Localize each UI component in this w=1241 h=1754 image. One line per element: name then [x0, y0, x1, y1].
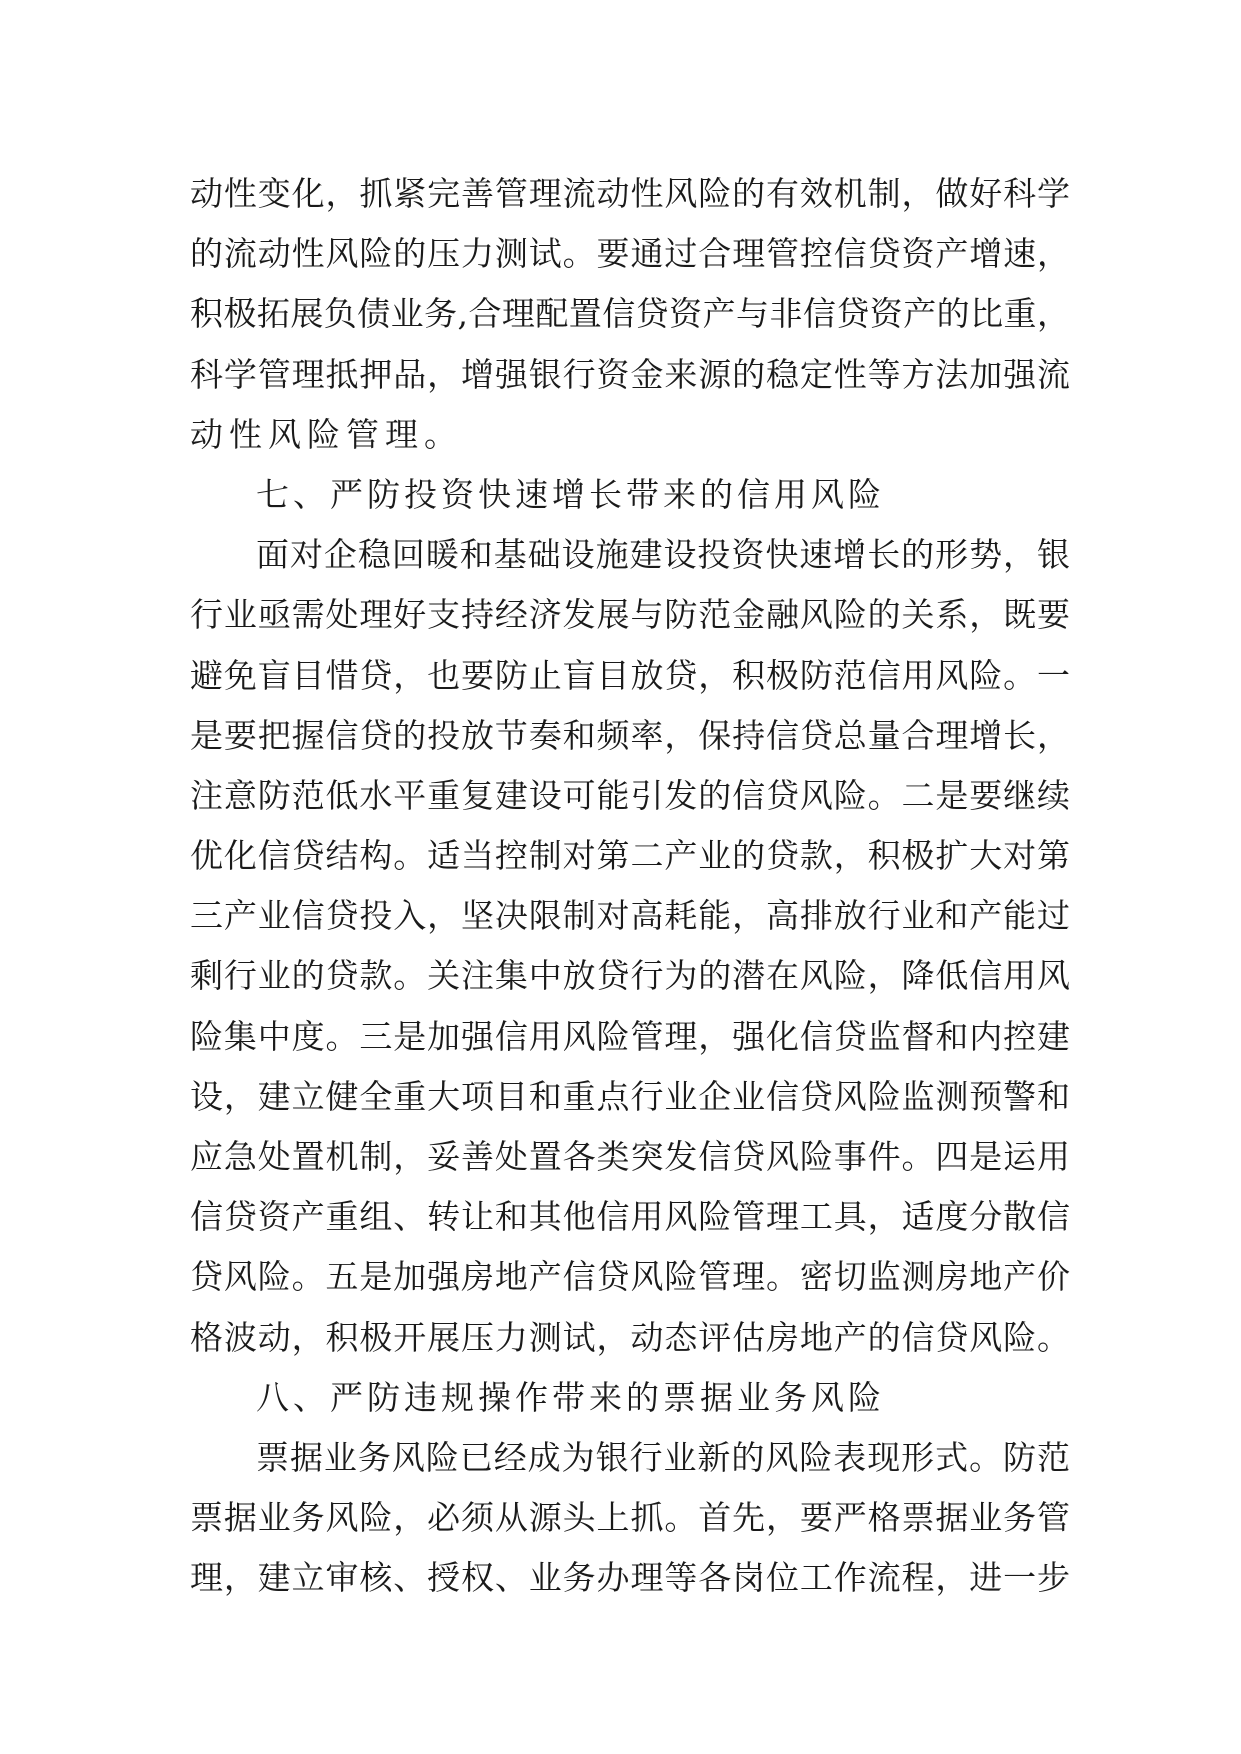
text-line: 剩行业的贷款。关注集中放贷行为的潜在风险，降低信用风: [190, 956, 1070, 996]
text-line: 是要把握信贷的投放节奏和频率，保持信贷总量合理增长，: [190, 715, 1070, 755]
text-line: 积极拓展负债业务,合理配置信贷资产与非信贷资产的比重，: [190, 294, 1070, 334]
text-line: 动性变化，抓紧完善管理流动性风险的有效机制，做好科学: [190, 174, 1070, 213]
text-line: 理，建立审核、授权、业务办理等各岗位工作流程，进一步: [190, 1558, 1070, 1598]
text-line: 格波动，积极开展压力测试，动态评估房地产的信贷风险。: [190, 1317, 1070, 1357]
text-line: 行业亟需处理好支持经济发展与防范金融风险的关系，既要: [190, 595, 1070, 635]
section-heading-8: 八、严防违规操作带来的票据业务风险: [256, 1377, 885, 1417]
text-line: 设，建立健全重大项目和重点行业企业信贷风险监测预警和: [190, 1076, 1070, 1116]
text-line: 票据业务风险，必须从源头上抓。首先，要严格票据业务管: [190, 1498, 1070, 1538]
paragraph-first-line: 票据业务风险已经成为银行业新的风险表现形式。防范: [256, 1437, 1070, 1477]
text-line: 避免盲目惜贷，也要防止盲目放贷，积极防范信用风险。一: [190, 655, 1070, 695]
section-heading-7: 七、严防投资快速增长带来的信用风险: [256, 474, 885, 514]
text-line: 优化信贷结构。适当控制对第二产业的贷款，积极扩大对第: [190, 836, 1070, 876]
text-line: 的流动性风险的压力测试。要通过合理管控信贷资产增速，: [190, 234, 1070, 274]
text-line: 险集中度。三是加强信用风险管理，强化信贷监督和内控建: [190, 1016, 1070, 1056]
document-body: [190, 164, 1070, 1609]
paragraph-first-line: 面对企稳回暖和基础设施建设投资快速增长的形势，银: [256, 535, 1070, 575]
text-line: 动性风险管理。: [190, 414, 463, 454]
text-line: 贷风险。五是加强房地产信贷风险管理。密切监测房地产价: [190, 1257, 1070, 1297]
text-line: 应急处置机制，妥善处置各类突发信贷风险事件。四是运用: [190, 1137, 1070, 1176]
text-line: 三产业信贷投入，坚决限制对高耗能，高排放行业和产能过: [190, 896, 1070, 936]
text-line: 注意防范低水平重复建设可能引发的信贷风险。二是要继续: [190, 775, 1070, 815]
text-line: 信贷资产重组、转让和其他信用风险管理工具，适度分散信: [190, 1197, 1070, 1237]
text-line: 科学管理抵押品，增强银行资金来源的稳定性等方法加强流: [190, 354, 1070, 394]
